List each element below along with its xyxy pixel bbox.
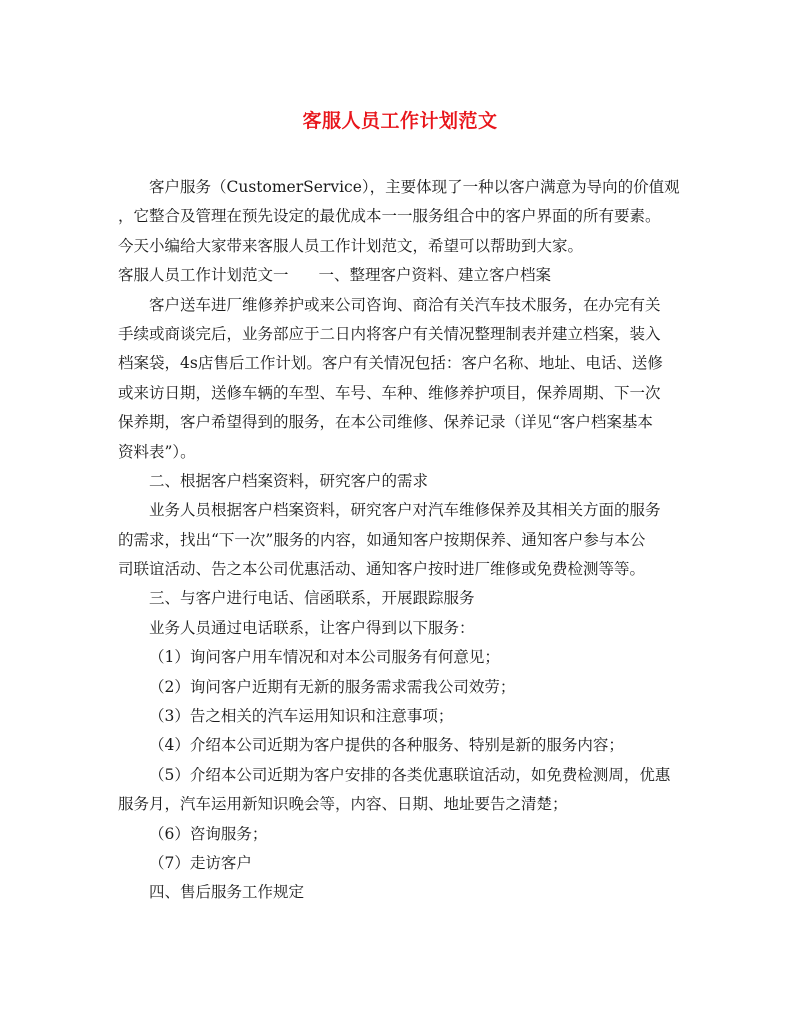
section-heading-line <box>118 261 684 290</box>
section-heading: 四、售后服务工作规定 <box>149 883 305 902</box>
paragraph-line: 业务人员通过电话联系，让客户得到以下服务： <box>149 618 475 637</box>
paragraph-line: 资料表”）。 <box>118 442 196 461</box>
paragraph-line: 司联谊活动、告之本公司优惠活动、通知客户按时进厂维修或免费检测等等。 <box>118 560 646 579</box>
paragraph-line: 客户服务（CustomerService），主要体现了一种以客户满意为导向的价值观 <box>149 178 680 196</box>
paragraph-line: 或来访日期，送修车辆的车型、车号、车种、维修养护项目，保养周期、下一次 <box>118 383 661 402</box>
document-body <box>118 173 684 908</box>
paragraph-line: ，它整合及管理在预先设定的最优成本一一服务组合中的客户界面的所有要素。 <box>118 207 661 226</box>
list-item: （3）告之相关的汽车运用知识和注意事项； <box>149 707 454 726</box>
paragraph-line: 保养期，客户希望得到的服务，在本公司维修、保养记录（详见“客户档案基本 <box>118 413 653 432</box>
list-item: （7）走访客户 <box>149 853 252 872</box>
section-label: 客服人员工作计划范文一 <box>118 266 289 285</box>
list-item: （5）介绍本公司近期为客户安排的各类优惠联谊活动，如免费检测周，优惠 <box>149 765 671 784</box>
list-item: （2）询问客户近期有无新的服务需求需我公司效劳； <box>149 677 516 696</box>
section-heading: 三、与客户进行电话、信函联系，开展跟踪服务 <box>149 589 475 608</box>
list-item: （6）咨询服务； <box>149 824 268 843</box>
list-item: （4）介绍本公司近期为客户提供的各种服务、特别是新的服务内容； <box>149 736 624 755</box>
list-item-continuation: 服务月，汽车运用新知识晚会等，内容、日期、地址要告之清楚； <box>118 795 568 814</box>
paragraph-line: 业务人员根据客户档案资料，研究客户对汽车维修保养及其相关方面的服务 <box>149 501 661 520</box>
document-title: 客服人员工作计划范文 <box>302 110 498 132</box>
list-item: （1）询问客户用车情况和对本公司服务有何意见； <box>149 648 500 667</box>
paragraph-line: 档案袋，4s店售后工作计划。客户有关情况包括：客户名称、地址、电话、送修 <box>118 354 663 373</box>
section-heading: 二、根据客户档案资料，研究客户的需求 <box>149 471 429 490</box>
section-heading: 一、整理客户资料、建立客户档案 <box>318 266 552 285</box>
paragraph-line: 今天小编给大家带来客服人员工作计划范文，希望可以帮助到大家。 <box>118 236 584 255</box>
paragraph-line: 客户送车进厂维修养护或来公司咨询、商洽有关汽车技术服务，在办完有关 <box>149 295 661 314</box>
paragraph-line: 的需求，找出“下一次”服务的内容，如通知客户按期保养、通知客户参与本公 <box>118 530 646 549</box>
paragraph-line: 手续或商谈完后，业务部应于二日内将客户有关情况整理制表并建立档案，装入 <box>118 324 661 343</box>
